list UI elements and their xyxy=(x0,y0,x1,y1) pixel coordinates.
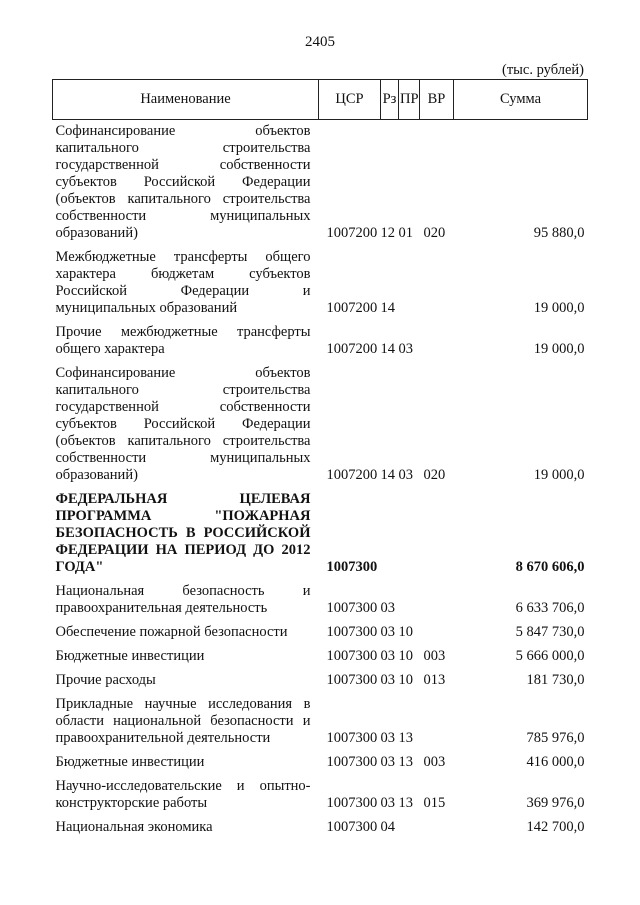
cell-pr: 13 xyxy=(398,754,413,770)
cell-name: Софинансирование объектов капитального строительства государственной собственности субъектов Российской Федерации (объектов капитального строительства собственности муниципальных образований) xyxy=(55,123,311,241)
cell-name: Бюджетные инвестиции xyxy=(55,648,205,664)
units-label: (тыс. рублей) xyxy=(502,62,584,78)
cell-rz: 04 xyxy=(380,819,395,835)
table-row xyxy=(53,775,588,816)
cell-rz: 03 xyxy=(380,600,395,616)
cell-name: Национальная экономика xyxy=(55,819,213,835)
cell-csr: 1007200 xyxy=(326,300,378,316)
header-name: Наименование xyxy=(53,80,319,120)
cell-rz xyxy=(381,488,399,580)
cell-csr: 1007300 xyxy=(326,600,378,616)
cell-csr: 1007200 xyxy=(326,225,378,241)
cell-pr: 10 xyxy=(398,672,413,688)
cell-rz: 03 xyxy=(380,672,395,688)
cell-name: ФЕДЕРАЛЬНАЯ ЦЕЛЕВАЯ ПРОГРАММА "ПОЖАРНАЯ БЕЗОПАСНОСТЬ В РОССИЙСКОЙ ФЕДЕРАЦИИ НА ПЕРИОД ДО 2012 ГОДА" xyxy=(55,491,311,575)
cell-name: Бюджетные инвестиции xyxy=(55,754,205,770)
header-csr: ЦСР xyxy=(319,80,381,120)
cell-pr: 03 xyxy=(398,341,413,357)
cell-vr xyxy=(420,246,454,321)
cell-vr xyxy=(420,816,454,840)
table-header xyxy=(53,80,588,120)
cell-vr: 003 xyxy=(423,648,446,664)
header-vr: ВР xyxy=(420,80,454,120)
cell-name: Обеспечение пожарной безопасности xyxy=(55,624,288,640)
cell-name: Прочие межбюджетные трансферты общего характера xyxy=(55,324,311,357)
cell-sum: 6 633 706,0 xyxy=(515,600,585,616)
table-row xyxy=(53,488,588,580)
cell-pr xyxy=(399,246,420,321)
table-row xyxy=(53,816,588,840)
table-row xyxy=(53,580,588,621)
cell-name: Прикладные научные исследования в области национальной безопасности и правоохранительной деятельности xyxy=(55,696,311,746)
cell-csr: 1007300 xyxy=(326,559,378,575)
cell-csr: 1007300 xyxy=(326,672,378,688)
cell-pr xyxy=(399,488,420,580)
cell-pr xyxy=(399,816,420,840)
table-row xyxy=(53,751,588,775)
cell-csr: 1007300 xyxy=(326,648,378,664)
cell-sum: 181 730,0 xyxy=(526,672,585,688)
cell-pr: 13 xyxy=(398,795,413,811)
cell-pr: 03 xyxy=(398,467,413,483)
cell-rz: 12 xyxy=(380,225,395,241)
table-row xyxy=(53,621,588,645)
cell-rz: 14 xyxy=(380,300,395,316)
table-row xyxy=(53,362,588,488)
table-row xyxy=(53,645,588,669)
cell-sum: 8 670 606,0 xyxy=(515,559,585,575)
table-row xyxy=(53,669,588,693)
page-number: 2405 xyxy=(305,34,335,50)
cell-vr xyxy=(420,621,454,645)
cell-name: Национальная безопасность и правоохранительная деятельность xyxy=(55,583,311,616)
cell-name: Межбюджетные трансферты общего характера бюджетам субъектов Российской Федерации и муниципальных образований xyxy=(55,249,311,316)
cell-csr: 1007300 xyxy=(326,754,378,770)
table-row xyxy=(53,693,588,751)
cell-vr: 015 xyxy=(423,795,446,811)
cell-sum: 5 847 730,0 xyxy=(515,624,585,640)
cell-csr: 1007300 xyxy=(326,624,378,640)
cell-rz: 03 xyxy=(380,624,395,640)
cell-csr: 1007200 xyxy=(326,467,378,483)
cell-rz: 03 xyxy=(380,648,395,664)
cell-vr xyxy=(420,321,454,362)
table-row xyxy=(53,120,588,247)
table-row xyxy=(53,321,588,362)
cell-sum: 142 700,0 xyxy=(526,819,585,835)
cell-pr: 10 xyxy=(398,624,413,640)
cell-vr: 003 xyxy=(423,754,446,770)
cell-sum: 19 000,0 xyxy=(533,300,585,316)
cell-sum: 5 666 000,0 xyxy=(515,648,585,664)
cell-pr xyxy=(399,580,420,621)
header-sum: Сумма xyxy=(454,80,588,120)
cell-rz: 03 xyxy=(380,730,395,746)
cell-sum: 416 000,0 xyxy=(526,754,585,770)
cell-csr: 1007300 xyxy=(326,819,378,835)
cell-name: Софинансирование объектов капитального строительства государственной собственности субъектов Российской Федерации (объектов капитального строительства собственности муниципальных образований) xyxy=(55,365,311,483)
cell-vr xyxy=(420,488,454,580)
cell-pr: 01 xyxy=(398,225,413,241)
cell-name: Прочие расходы xyxy=(55,672,156,688)
table-row xyxy=(53,246,588,321)
cell-vr xyxy=(420,580,454,621)
cell-sum: 19 000,0 xyxy=(533,467,585,483)
cell-name: Научно-исследовательские и опытно-конструкторские работы xyxy=(55,778,311,811)
cell-pr: 10 xyxy=(398,648,413,664)
cell-vr: 020 xyxy=(423,225,446,241)
header-pr: ПР xyxy=(399,80,420,120)
cell-sum: 19 000,0 xyxy=(533,341,585,357)
cell-rz: 03 xyxy=(380,754,395,770)
cell-sum: 95 880,0 xyxy=(533,225,585,241)
cell-vr: 020 xyxy=(423,467,446,483)
cell-pr: 13 xyxy=(398,730,413,746)
cell-sum: 785 976,0 xyxy=(526,730,585,746)
cell-vr xyxy=(420,693,454,751)
budget-table xyxy=(52,79,588,840)
cell-sum: 369 976,0 xyxy=(526,795,585,811)
cell-vr: 013 xyxy=(423,672,446,688)
cell-csr: 1007300 xyxy=(326,795,378,811)
header-rz: Рз xyxy=(381,80,399,120)
cell-rz: 14 xyxy=(380,467,395,483)
cell-rz: 03 xyxy=(380,795,395,811)
cell-rz: 14 xyxy=(380,341,395,357)
cell-csr: 1007200 xyxy=(326,341,378,357)
cell-csr: 1007300 xyxy=(326,730,378,746)
